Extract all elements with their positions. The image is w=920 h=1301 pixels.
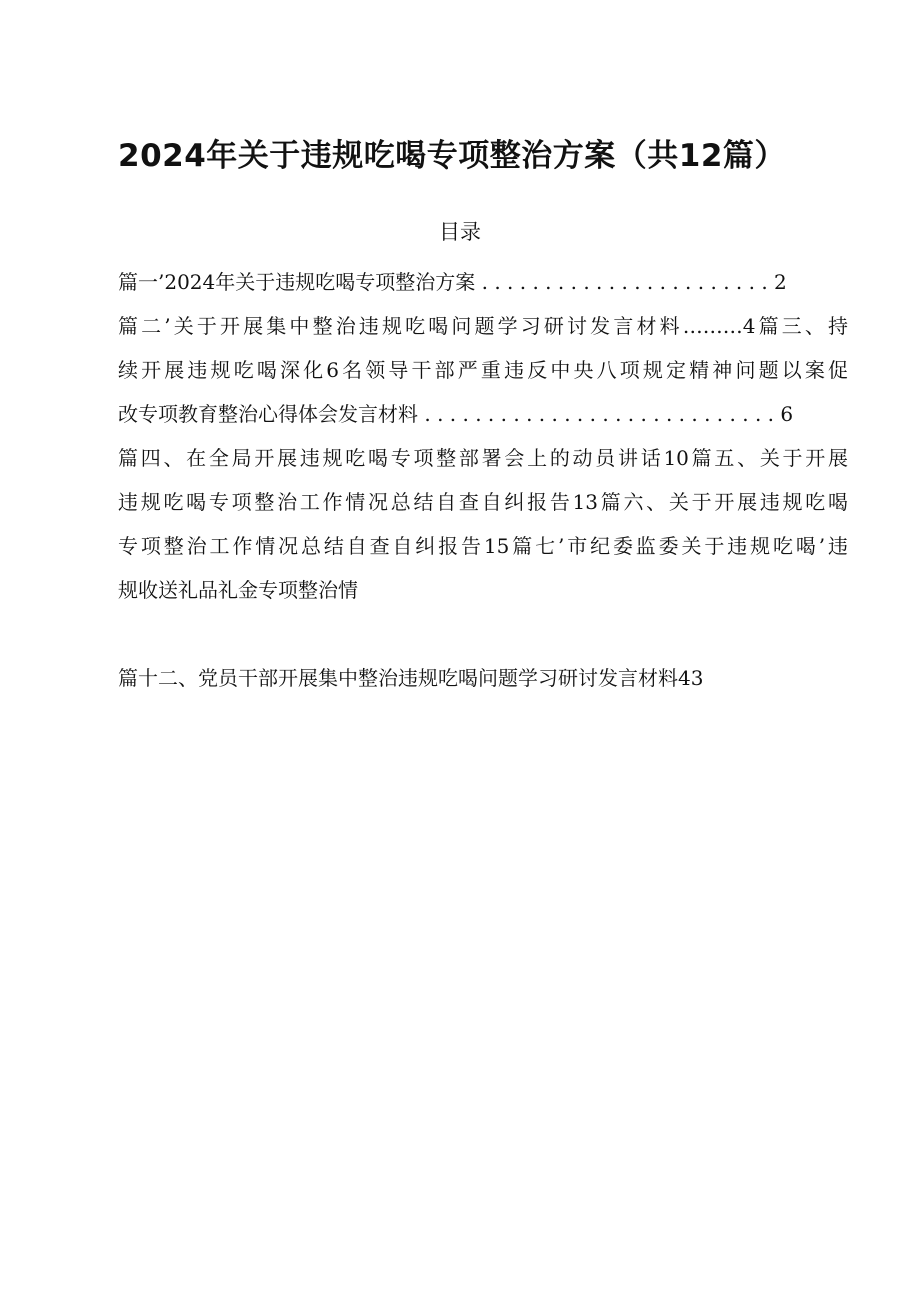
toc-line: 专项整治工作情况总结自查自纠报告15篇七’市纪委监委关于违规吃喝’违 bbox=[118, 534, 848, 558]
toc-line: 篇二’关于开展集中整治违规吃喝问题学习研讨发言材料………4篇三、持 bbox=[118, 314, 848, 338]
table-of-contents bbox=[118, 260, 848, 700]
toc-heading: 目录 bbox=[439, 220, 481, 244]
document-title: 2024年关于违规吃喝专项整治方案（共12篇） bbox=[118, 138, 786, 174]
toc-line: 续开展违规吃喝深化6名领导干部严重违反中央八项规定精神问题以案促 bbox=[118, 358, 848, 382]
toc-line-last: 篇十二、党员干部开展集中整治违规吃喝问题学习研讨发言材料43 bbox=[118, 666, 704, 690]
toc-line: 篇一’2024年关于违规吃喝专项整治方案 . . . . . . . . . . . . . . . . . . . . . . . 2 bbox=[118, 270, 787, 294]
toc-spacer bbox=[118, 612, 848, 656]
toc-line: 改专项教育整治心得体会发言材料 . . . . . . . . . . . . . . . . . . . . . . . . . . . . 6 bbox=[118, 402, 794, 426]
toc-line: 规收送礼品礼金专项整治情 bbox=[118, 578, 358, 602]
toc-line: 篇四、在全局开展违规吃喝专项整部署会上的动员讲话10篇五、关于开展 bbox=[118, 446, 848, 470]
toc-line: 违规吃喝专项整治工作情况总结自查自纠报告13篇六、关于开展违规吃喝 bbox=[118, 490, 848, 514]
